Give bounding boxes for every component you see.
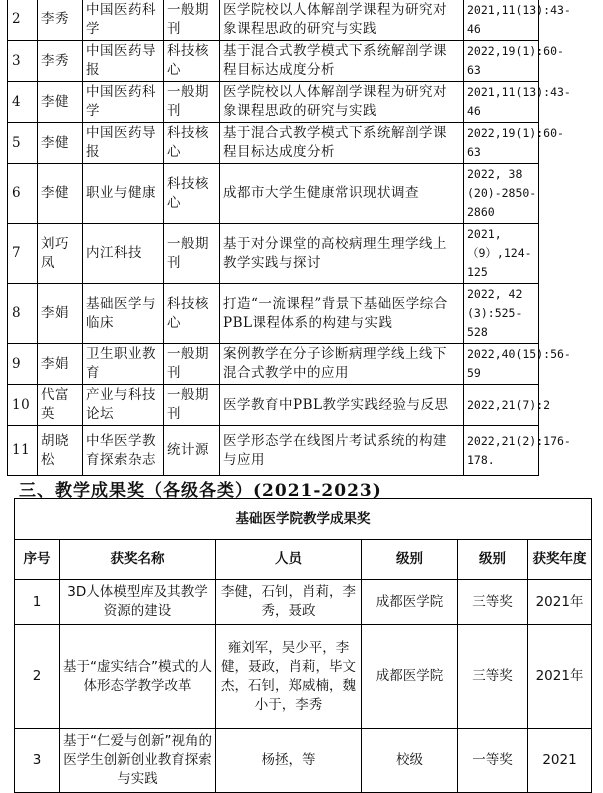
awards-caption: 基础医学院教学成果奖 bbox=[15, 499, 592, 540]
pub-journal: 内江科技 bbox=[83, 224, 164, 284]
pub-no: 8 bbox=[8, 284, 38, 344]
pub-ref: 2022, 42 (3):525-528 bbox=[464, 284, 539, 344]
award-no: 1 bbox=[15, 580, 60, 625]
pub-title: 案例教学在分子诊断病理学线上线下混合式教学中的应用 bbox=[220, 344, 464, 385]
awards-table bbox=[14, 498, 592, 793]
pub-ref: 2022,21(7):2 bbox=[464, 385, 539, 426]
header-name: 获奖名称 bbox=[60, 540, 216, 580]
pub-ref: 2022,40(15):56-59 bbox=[464, 344, 539, 385]
award-grade: 三等奖 bbox=[458, 625, 528, 729]
pub-journal: 中华医学教育探索杂志 bbox=[83, 426, 164, 476]
pub-level: 一般期刊 bbox=[164, 82, 220, 123]
award-year: 2021年 bbox=[528, 625, 592, 729]
pub-journal: 产业与科技论坛 bbox=[83, 385, 164, 426]
pub-row bbox=[8, 284, 539, 344]
award-level: 成都医学院 bbox=[362, 580, 458, 625]
pub-journal: 中国医药科学 bbox=[83, 0, 164, 41]
pub-author: 李秀 bbox=[38, 41, 83, 82]
award-row bbox=[15, 580, 592, 625]
pub-no: 5 bbox=[8, 123, 38, 164]
pub-author: 刘巧凤 bbox=[38, 224, 83, 284]
pub-level: 一般期刊 bbox=[164, 344, 220, 385]
pub-author: 李健 bbox=[38, 82, 83, 123]
pub-level: 科技核心 bbox=[164, 41, 220, 82]
pub-level: 统计源 bbox=[164, 426, 220, 476]
award-row bbox=[15, 729, 592, 793]
header-no: 序号 bbox=[15, 540, 60, 580]
award-name: 基于“虚实结合”模式的人体形态学教学改革 bbox=[60, 625, 216, 729]
pub-ref: 2022,19(1):60-63 bbox=[464, 123, 539, 164]
award-row bbox=[15, 625, 592, 729]
award-year: 2021年 bbox=[528, 580, 592, 625]
pub-title: 基于混合式教学模式下系统解剖学课程目标达成度分析 bbox=[220, 41, 464, 82]
pub-journal: 中国医药导报 bbox=[83, 41, 164, 82]
pub-level: 科技核心 bbox=[164, 284, 220, 344]
award-people: 雍刘军，吴少平，李健，聂政，肖莉，毕文杰，石钊，郑威楠，魏小于，李秀 bbox=[216, 625, 362, 729]
pub-row bbox=[8, 344, 539, 385]
award-grade: 三等奖 bbox=[458, 580, 528, 625]
pub-journal: 中国医药科学 bbox=[83, 82, 164, 123]
pub-no: 10 bbox=[8, 385, 38, 426]
pub-row bbox=[8, 82, 539, 123]
pub-no: 6 bbox=[8, 164, 38, 224]
pub-journal: 职业与健康 bbox=[83, 164, 164, 224]
pub-row bbox=[8, 385, 539, 426]
pub-no: 3 bbox=[8, 41, 38, 82]
pub-no: 9 bbox=[8, 344, 38, 385]
pub-row bbox=[8, 41, 539, 82]
header-level: 级别 bbox=[362, 540, 458, 580]
award-year: 2021 bbox=[528, 729, 592, 793]
header-people: 人员 bbox=[216, 540, 362, 580]
pub-title: 医学院校以人体解剖学课程为研究对象课程思政的研究与实践 bbox=[220, 82, 464, 123]
pub-level: 一般期刊 bbox=[164, 0, 220, 41]
pub-level: 科技核心 bbox=[164, 123, 220, 164]
pub-ref: 2021,11(13):43-46 bbox=[464, 82, 539, 123]
pub-title: 基于对分课堂的高校病理生理学线上教学实践与探讨 bbox=[220, 224, 464, 284]
pub-ref: 2021,（9）,124-125 bbox=[464, 224, 539, 284]
pub-row bbox=[8, 426, 539, 476]
award-no: 3 bbox=[15, 729, 60, 793]
award-name: 3D人体模型库及其教学资源的建设 bbox=[60, 580, 216, 625]
pub-no: 7 bbox=[8, 224, 38, 284]
pub-no: 2 bbox=[8, 0, 38, 41]
pub-row bbox=[8, 164, 539, 224]
award-name: 基于“仁爱与创新”视角的医学生创新创业教育探索与实践 bbox=[60, 729, 216, 793]
pub-journal: 中国医药导报 bbox=[83, 123, 164, 164]
pub-author: 李秀 bbox=[38, 0, 83, 41]
pub-journal: 卫生职业教育 bbox=[83, 344, 164, 385]
pub-no: 11 bbox=[8, 426, 38, 476]
header-grade: 级别 bbox=[458, 540, 528, 580]
pub-title: 基于混合式教学模式下系统解剖学课程目标达成度分析 bbox=[220, 123, 464, 164]
publications-table bbox=[7, 0, 571, 476]
pub-author: 李娟 bbox=[38, 344, 83, 385]
pub-level: 一般期刊 bbox=[164, 385, 220, 426]
pub-level: 一般期刊 bbox=[164, 224, 220, 284]
pub-author: 李健 bbox=[38, 123, 83, 164]
pub-no: 4 bbox=[8, 82, 38, 123]
award-grade: 一等奖 bbox=[458, 729, 528, 793]
pub-row bbox=[8, 0, 539, 41]
pub-title: 成都市大学生健康常识现状调查 bbox=[220, 164, 464, 224]
pub-row bbox=[8, 224, 539, 284]
award-people: 李健，石钊，肖莉，李秀，聂政 bbox=[216, 580, 362, 625]
header-year: 获奖年度 bbox=[528, 540, 592, 580]
pub-author: 胡晓松 bbox=[38, 426, 83, 476]
pub-author: 代富英 bbox=[38, 385, 83, 426]
pub-ref: 2021,11(13):43-46 bbox=[464, 0, 539, 41]
award-level: 校级 bbox=[362, 729, 458, 793]
pub-title: 医学教育中PBL教学实践经验与反思 bbox=[220, 385, 464, 426]
pub-ref: 2022,19(1):60-63 bbox=[464, 41, 539, 82]
pub-title: 医学形态学在线图片考试系统的构建与应用 bbox=[220, 426, 464, 476]
section-title: 三、教学成果奖（各级各类）(2021-2023) bbox=[19, 481, 382, 501]
pub-author: 李娟 bbox=[38, 284, 83, 344]
award-no: 2 bbox=[15, 625, 60, 729]
award-level: 成都医学院 bbox=[362, 625, 458, 729]
pub-title: 医学院校以人体解剖学课程为研究对象课程思政的研究与实践 bbox=[220, 0, 464, 41]
pub-author: 李健 bbox=[38, 164, 83, 224]
pub-ref: 2022, 38 (20)-2850-2860 bbox=[464, 164, 539, 224]
pub-level: 科技核心 bbox=[164, 164, 220, 224]
pub-title: 打造“一流课程”背景下基础医学综合PBL课程体系的构建与实践 bbox=[220, 284, 464, 344]
pub-row bbox=[8, 123, 539, 164]
award-people: 杨拯，等 bbox=[216, 729, 362, 793]
pub-ref: 2022,21(2):176-178. bbox=[464, 426, 539, 476]
pub-journal: 基础医学与临床 bbox=[83, 284, 164, 344]
